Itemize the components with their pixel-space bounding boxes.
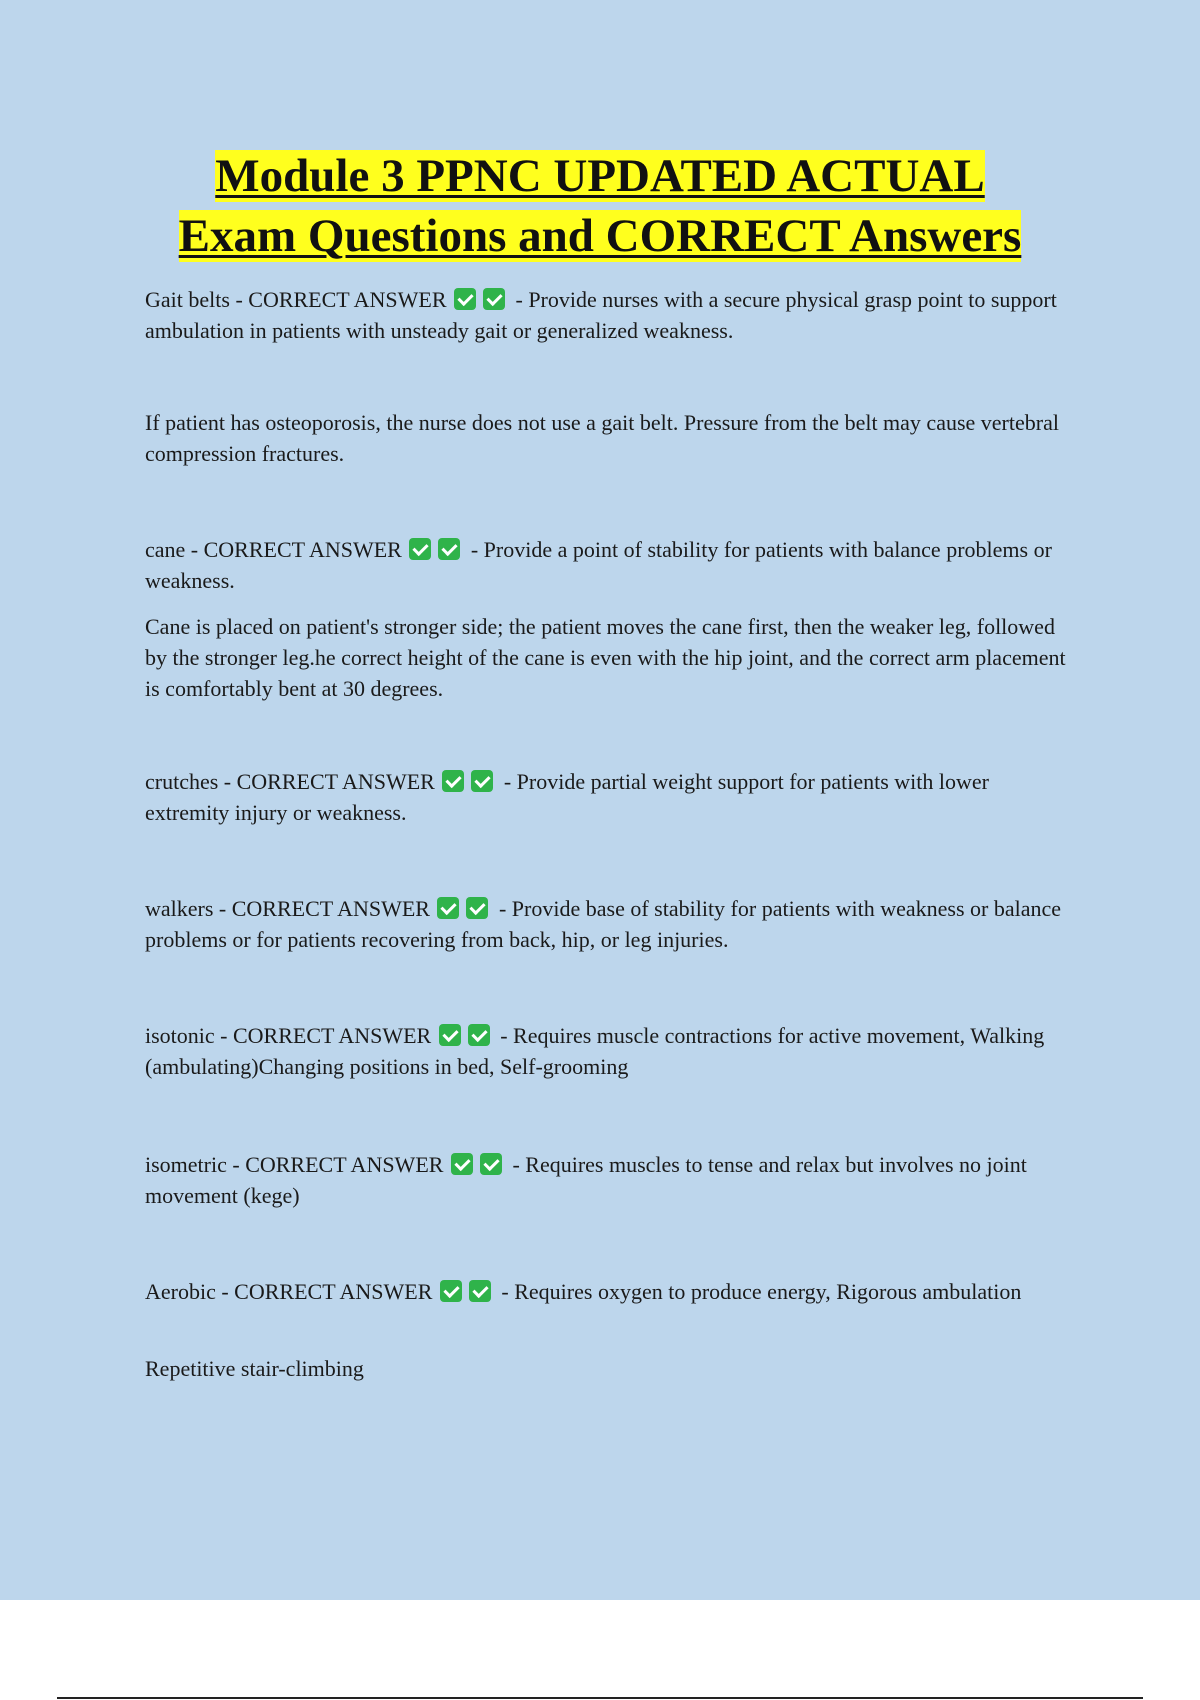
green-check-icon <box>466 897 488 919</box>
entry-crutches <box>145 766 1075 828</box>
green-check-icon <box>480 1153 502 1175</box>
entry-term: Gait belts <box>145 287 230 312</box>
entry-term: isotonic <box>145 1023 215 1048</box>
entry-term: cane <box>145 537 186 562</box>
entry-definition: - Provide a point of stability for patients with balance problems or weakness. <box>145 537 1052 593</box>
entry-term: isometric <box>145 1152 227 1177</box>
entry-definition: - Provide nurses with a secure physical grasp point to support ambulation in patients with unsteady gait or generalized weakness. <box>145 287 1057 343</box>
note-aerobic: Repetitive stair-climbing <box>145 1356 364 1381</box>
entry-term: crutches <box>145 769 219 794</box>
entry-definition: - Requires muscles to tense and relax but involves no joint movement (kege) <box>145 1152 1027 1208</box>
green-check-icon <box>442 770 464 792</box>
answer-marker: - CORRECT ANSWER <box>213 896 430 921</box>
green-check-icon <box>468 1024 490 1046</box>
entry-isometric <box>145 1149 1075 1211</box>
title-line-2: Exam Questions and CORRECT Answers <box>178 210 1022 262</box>
title-line-1: Module 3 PPNC UPDATED ACTUAL <box>215 150 985 202</box>
answer-marker: - CORRECT ANSWER <box>214 1023 432 1048</box>
entry-term: walkers <box>145 896 214 921</box>
answer-marker: - CORRECT ANSWER <box>185 537 402 562</box>
green-check-icon <box>437 897 459 919</box>
green-check-icon <box>439 1024 461 1046</box>
entry-isotonic <box>145 1020 1075 1082</box>
answer-marker: - CORRECT ANSWER <box>229 287 447 312</box>
entry-aerobic <box>145 1276 1075 1307</box>
green-check-icon <box>440 1280 462 1302</box>
entry-definition: - Requires muscle contractions for active movement, Walking (ambulating)Changing positions in bed, Self-grooming <box>145 1023 1045 1079</box>
green-check-icon <box>483 288 505 310</box>
note-cane: Cane is placed on patient's stronger side; the patient moves the cane first, then the weaker leg, followed by the stronger leg.he correct height of the cane is even with the hip joint, and the correct arm placement is comfortably bent at 30 degrees. <box>145 614 1066 701</box>
footer-divider <box>57 1697 1143 1699</box>
green-check-icon <box>451 1153 473 1175</box>
green-check-icon <box>454 288 476 310</box>
entry-walkers <box>145 893 1075 955</box>
green-check-icon <box>438 538 460 560</box>
note-gait-belt: If patient has osteoporosis, the nurse does not use a gait belt. Pressure from the belt may cause vertebral compression fractures. <box>145 410 1059 466</box>
entry-definition: - Provide partial weight support for patients with lower extremity injury or weakness. <box>145 769 989 825</box>
entry-gait-belts <box>145 284 1075 346</box>
answer-marker: - CORRECT ANSWER <box>226 1152 444 1177</box>
entry-term: Aerobic <box>145 1279 216 1304</box>
entry-definition: - Provide base of stability for patients with weakness or balance problems or for patients recovering from back, hip, or leg injuries. <box>145 896 1062 952</box>
green-check-icon <box>471 770 493 792</box>
green-check-icon <box>469 1280 491 1302</box>
entry-cane <box>145 534 1075 596</box>
document-title <box>0 146 1200 266</box>
answer-marker: - CORRECT ANSWER <box>218 769 435 794</box>
entry-definition: - Requires oxygen to produce energy, Rigorous ambulation <box>501 1279 1022 1304</box>
green-check-icon <box>409 538 431 560</box>
answer-marker: - CORRECT ANSWER <box>215 1279 433 1304</box>
